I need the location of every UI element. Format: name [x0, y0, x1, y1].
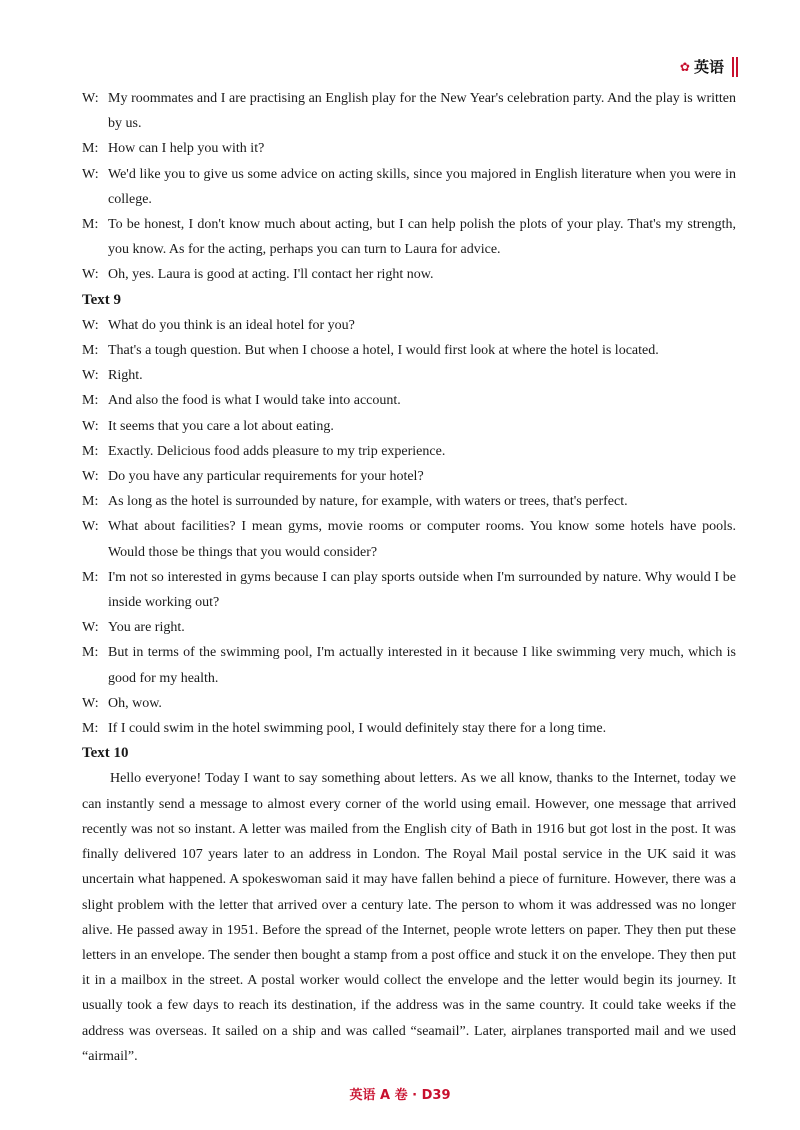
speaker-label: M: [82, 393, 99, 409]
dialogue-text: How can I help you with it? [108, 141, 265, 157]
dialogue-text: You are right. [108, 620, 185, 636]
dialogue-text: As long as the hotel is surrounded by nature, for example, with waters or trees, that's perfect. [108, 494, 628, 510]
dialogue-line [82, 212, 736, 262]
speaker-label: W: [82, 267, 99, 283]
speaker-label: M: [82, 343, 99, 359]
dialogue-line [82, 313, 736, 338]
dialogue-text: We'd like you to give us some advice on acting skills, since you majored in English literature when you were in college. [108, 166, 736, 207]
text8-dialogue [82, 86, 736, 288]
speaker-label: W: [82, 368, 99, 384]
dialogue-text: That's a tough question. But when I choose a hotel, I would first look at where the hotel is located. [108, 343, 659, 359]
swirl-icon: ✿ [679, 59, 690, 74]
dialogue-text: Exactly. Delicious food adds pleasure to my trip experience. [108, 443, 446, 459]
subject-header [680, 56, 738, 77]
speaker-label: W: [82, 519, 99, 535]
dialogue-text: Do you have any particular requirements for your hotel? [108, 469, 424, 485]
dialogue-line [82, 514, 736, 564]
dialogue-line [82, 615, 736, 640]
dialogue-text: If I could swim in the hotel swimming pool, I would definitely stay there for a long time. [108, 721, 607, 737]
page-footer: 英语 A 卷 · D39 [349, 1088, 451, 1103]
dialogue-line [82, 338, 736, 363]
speaker-label: M: [82, 494, 99, 510]
text10-paragraph: Hello everyone! Today I want to say something about letters. As we all know, thanks to the Internet, today we can instantly send a message to almost every corner of the world using email. However, one message that arrived recently was not so instant. A letter was mailed from the English city of Bath in 1916 but got lost in the post. It was finally delivered 107 years later to an address in London. The Royal Mail postal service in the UK said it was uncertain what happened. A spokeswoman said it may have fallen behind a piece of furniture. However, there was a slight problem with the letter that arrived over a century late. The person to whom it was addressed was no longer alive. He passed away in 1951. Before the spread of the Internet, people wrote letters on paper. They then put these letters in an envelope. The sender then bought a stamp from a post office and stuck it on the envelope. They then put it in a mailbox in the street. A postal worker would collect the envelope and the letter would begin its journey. It usually took a few days to reach its destination, if the address was in the same country. It could take weeks if the address was overseas. It sailed on a ship and was called “seamail”. Later, airplanes transported mail and we used “airmail”. [82, 771, 736, 1064]
dialogue-text: Oh, wow. [108, 695, 162, 711]
dialogue-text: I'm not so interested in gyms because I can play sports outside when I'm surrounded by nature. Why would I be inside working out? [108, 569, 736, 611]
speaker-label: M: [82, 645, 99, 661]
page-content [82, 86, 736, 1069]
dialogue-line [82, 363, 736, 388]
dialogue-line [82, 414, 736, 439]
speaker-label: M: [82, 721, 99, 737]
dialogue-line [82, 262, 736, 287]
speaker-label: W: [82, 317, 99, 333]
dialogue-text: But in terms of the swimming pool, I'm actually interested in it because I like swimming very much, which is good for my health. [108, 645, 736, 686]
speaker-label: M: [82, 141, 99, 157]
speaker-label: M: [82, 569, 99, 585]
dialogue-line [82, 439, 736, 464]
dialogue-text: To be honest, I don't know much about acting, but I can help polish the plots of your play. That's my strength, you know. As for the acting, perhaps you can turn to Laura for advice. [108, 217, 736, 258]
speaker-label: W: [82, 91, 99, 106]
speaker-label: M: [82, 443, 99, 459]
dialogue-text: And also the food is what I would take into account. [108, 393, 401, 409]
speaker-label: W: [82, 620, 99, 636]
dialogue-text: My roommates and I are practising an English play for the New Year's celebration party. And the play is written by us. [108, 91, 736, 132]
dialogue-line [82, 136, 736, 161]
dialogue-text: It seems that you care a lot about eating. [108, 418, 334, 434]
subject-label: 英语 [693, 58, 724, 76]
dialogue-line [82, 716, 736, 741]
dialogue-line [82, 86, 736, 136]
dialogue-line [82, 489, 736, 514]
dialogue-line [82, 464, 736, 489]
speaker-label: M: [82, 217, 99, 233]
speaker-label: W: [82, 695, 99, 711]
dialogue-line [82, 691, 736, 716]
speaker-label: W: [82, 418, 99, 434]
dialogue-text: Oh, yes. Laura is good at acting. I'll contact her right now. [108, 267, 434, 283]
dialogue-line [82, 640, 736, 690]
dialogue-text: Right. [108, 368, 143, 384]
header-bars-decoration [732, 57, 738, 77]
speaker-label: W: [82, 166, 99, 182]
text10-title: Text 10 [82, 745, 129, 762]
text9-title: Text 9 [82, 291, 122, 308]
dialogue-line [82, 565, 736, 615]
speaker-label: W: [82, 469, 99, 485]
dialogue-text: What do you think is an ideal hotel for you? [108, 317, 355, 333]
dialogue-line [82, 388, 736, 413]
text9-dialogue [82, 313, 736, 741]
dialogue-line [82, 162, 736, 212]
dialogue-text: What about facilities? I mean gyms, movie rooms or computer rooms. You know some hotels have pools. Would those be things that you would consider? [108, 519, 736, 560]
